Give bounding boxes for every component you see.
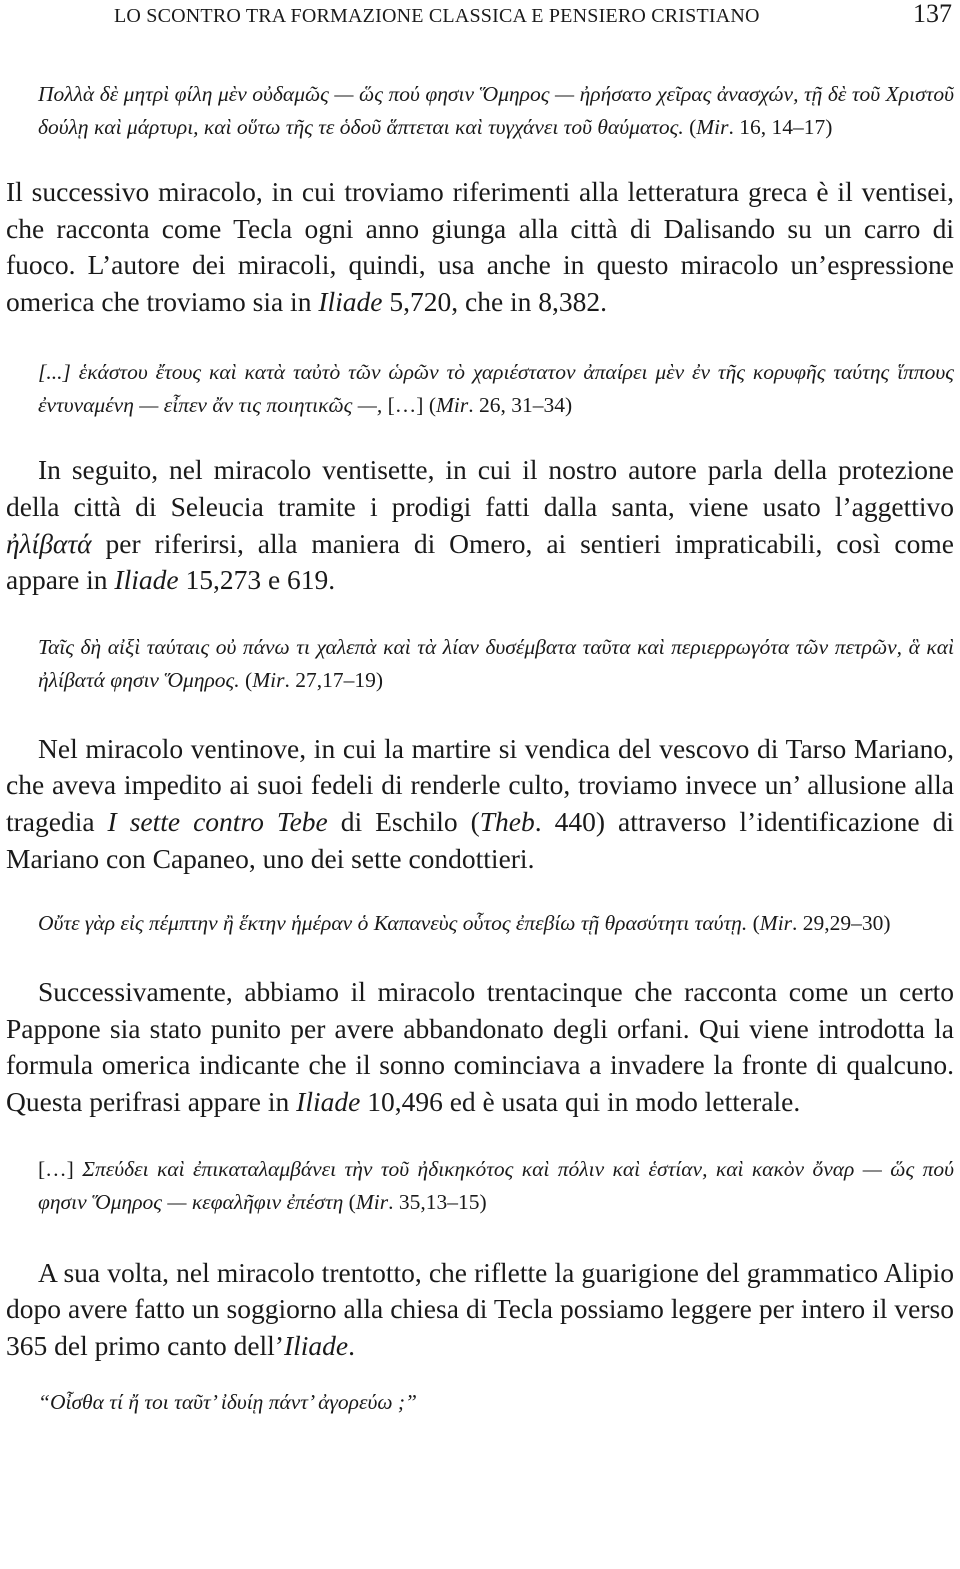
page-header: [6, 0, 954, 40]
citation-open: (: [343, 1189, 356, 1214]
citation-lead: […]: [38, 1156, 83, 1181]
greek-quote-iliad-1-365: [6, 1386, 954, 1419]
greek-quote-mir-16: [6, 78, 954, 144]
greek-text: Σπεύδει καὶ ἐπικαταλαμβάνει τὴν τοῦ ἠδικηκότος καὶ πόλιν καὶ ἑστίαν, καὶ κακὸν ὄναρ — ὥς πού φησιν Ὅμηρος — κεφαλῆφιν ἐπέστη: [38, 1156, 954, 1214]
greek-text: Ταῖς δὴ αἰξὶ ταύταις οὐ πάνω τι χαλεπὰ καὶ τὰ λίαν δυσέμβατα ταῦτα καὶ περιερρωγότα τῶν πετρῶν, ἃ καὶ ἠλίβατά φησιν Ὅμηρος.: [38, 634, 954, 692]
paragraph-text: per riferirsi, alla maniera di Omero, ai sentieri impraticabili, così come appare in: [6, 527, 954, 596]
paragraph-text: Successivamente, abbiamo il miracolo trentacinque che racconta come un certo Pappone sia stato punito per avere abbandonato degli orfani. Qui viene introdotta la formula omerica indicante che il sonno cominciava a invadere la fronte di qualcuno. Questa perifrasi appare in: [6, 976, 954, 1117]
work-title: Iliade: [114, 564, 179, 596]
citation-work: Mir: [696, 115, 729, 139]
citation-location: . 26, 31–34): [468, 393, 573, 418]
paragraph-miracle-38: [6, 1255, 954, 1365]
paragraph-text: Nel miracolo ventinove, in cui la martire si vendica del vescovo di Tarso Mariano, che aveva impedito ai suoi fedeli di renderle culto, troviamo invece un’ allusione alla tragedia: [6, 732, 954, 837]
paragraph-text: 15,273 e 619.: [178, 564, 336, 596]
greek-text: [...] ἑκάστου ἔτους καὶ κατὰ ταὐτὸ τῶν ὡρῶν τὸ χαριέστατον ἀπαίρει μὲν ἐν τῆς κορυφῆς ταύτης ἵππους ἐντυναμένη — εἶπεν ἄν τις ποιητικῶς —,: [38, 360, 954, 418]
greek-quote-mir-27: [6, 631, 954, 697]
citation-location: . 27,17–19): [284, 667, 384, 692]
book-page: [6, 0, 954, 1419]
greek-quote-mir-26: [6, 356, 954, 422]
citation-work: Mir: [759, 911, 793, 936]
work-title: Iliade: [318, 285, 383, 317]
work-abbreviation: Theb: [479, 805, 535, 837]
paragraph-text: In seguito, nel miracolo ventisette, in cui il nostro autore parla della protezione della città di Seleucia tramite i prodigi fatti dalla santa, viene usato l’aggettivo: [6, 454, 954, 522]
greek-quote-mir-29: [6, 907, 954, 940]
work-title: Iliade: [296, 1085, 361, 1117]
paragraph-text: 10,496 ed è usata qui in modo letterale.: [360, 1085, 801, 1117]
paragraph-text: A sua volta, nel miracolo trentotto, che riflette la guarigione del grammatico Alipio dopo avere fatto un soggiorno alla chiesa di Tecla possiamo leggere per intero il verso 365 del primo canto dell’: [6, 1256, 954, 1361]
citation-open: (: [239, 667, 253, 692]
citation-work: Mir: [435, 393, 469, 418]
page-number: 137: [913, 0, 952, 28]
paragraph-miracle-26: [6, 174, 954, 320]
paragraph-miracle-35: [6, 974, 954, 1120]
paragraph-text: . 440) attraverso l’identificazione di Mariano con Capaneo, uno dei sette condottieri.: [6, 805, 954, 874]
greek-text: “Οἶσθα τί ἤ τοι ταῦτ’ ἰδυίῃ πάντ’ ἀγορεύω ;”: [38, 1390, 417, 1415]
work-title: I sette contro Tebe: [107, 805, 328, 837]
citation-work: Mir: [252, 667, 285, 692]
paragraph-text: Il successivo miracolo, in cui troviamo riferimenti alla letteratura greca è il ventisei, che racconta come Tecla ogni anno giunga alla città di Dalisando su un carro di fuoco. L’autore dei miracoli, quindi, usa anche in questo miracolo un’espressione omerica che troviamo sia in: [6, 176, 954, 317]
citation-work: Mir: [355, 1189, 389, 1214]
citation-location: . 16, 14–17): [728, 115, 833, 139]
citation-location: . 35,13–15): [388, 1189, 487, 1214]
running-head: LO SCONTRO TRA FORMAZIONE CLASSICA E PENSIERO CRISTIANO: [114, 5, 760, 27]
paragraph-miracle-27: [6, 452, 954, 598]
citation-open: (: [747, 911, 760, 936]
paragraph-text: .: [348, 1329, 356, 1361]
greek-text: Οὔτε γὰρ εἰς πέμπτην ἢ ἕκτην ἡμέραν ὁ Καπανεὺς οὗτος ἐπεβίω τῇ θρασύτητι ταύτῃ.: [38, 911, 748, 936]
citation-open: […] (: [382, 393, 436, 418]
paragraph-text: di Eschilo (: [327, 805, 480, 837]
citation-open: (: [683, 115, 697, 139]
paragraph-text: 5,720, che in 8,382.: [382, 285, 608, 317]
greek-text: Πολλὰ δὲ μητρὶ φίλη μὲν οὐδαμῶς — ὥς πού φησιν Ὅμηρος — ἠρήσατο χεῖρας ἀνασχών, τῇ δὲ τοῦ Χριστοῦ δούλῃ καὶ μάρτυρι, καὶ οὕτω τῆς τε ὁδοῦ ἅπτεται καὶ τυγχάνει τοῦ θαύματος.: [38, 82, 954, 139]
paragraph-miracle-29: [6, 731, 954, 877]
citation-location: . 29,29–30): [792, 911, 891, 936]
greek-word: ἠλίβατά: [6, 527, 92, 559]
work-title: Iliade: [283, 1329, 349, 1361]
greek-quote-mir-35: [6, 1153, 954, 1219]
